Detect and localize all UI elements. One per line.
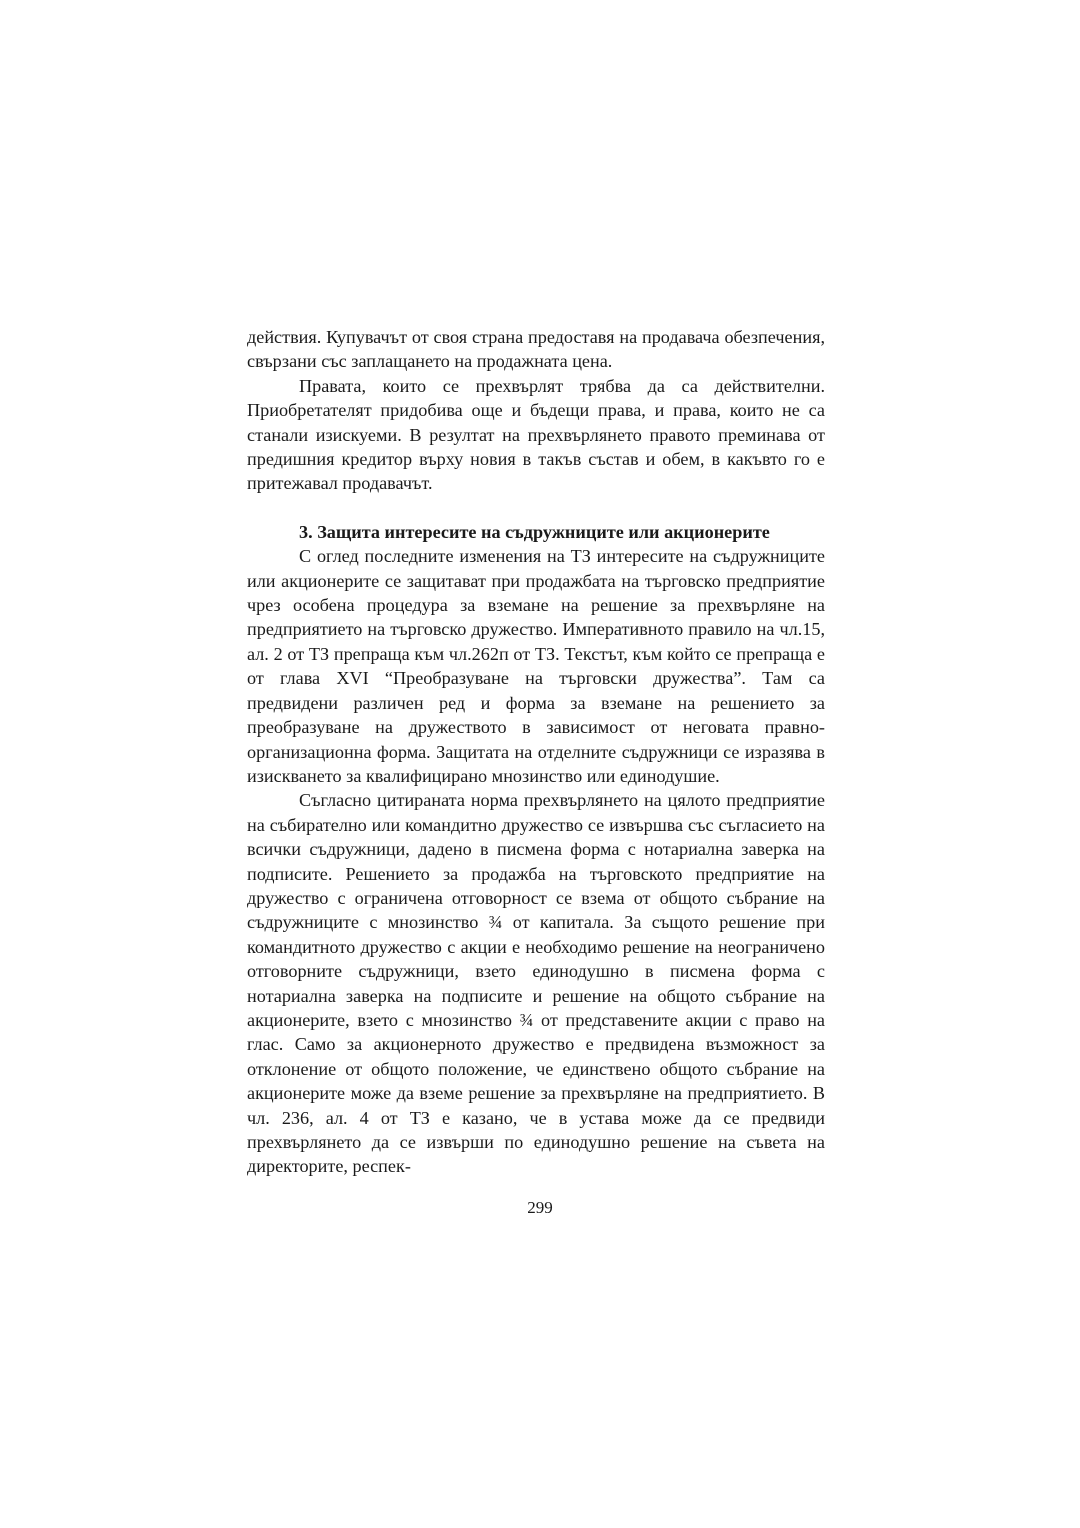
section-heading: 3. Защита интересите на съдружниците или акционерите bbox=[299, 521, 770, 542]
page-number: 299 bbox=[527, 1198, 553, 1217]
paragraph: Съгласно цитираната норма прехвърлянето на цялото предприятие на събирателно или командитно дружество се извършва със съгласието на всички съдружници, дадено в писмена форма с нотариална заверка на подписите. Решението за продажба на търговското предприятие на дружество с ограничена отговорност се взема от общото събрание на съдружниците с мнозинство ¾ от капитала. За същото решение при командитното дружество с акции е необходимо решение на неограничено отговорните съдружници, взето единодушно в писмена форма с нотариална заверка на подписите и решение на общото събрание на акционерите, взето с мнозинство ¾ от представените акции с право на глас. Само за акционерното дружество е предвидена възможност за отклонение от общото положение, че единствено общото събрание на акционерите може да вземе решение за прехвърляне на предприятието. В чл. 236, ал. 4 от ТЗ е казано, че в устава може да се предвиди прехвърлянето да се извърши по единодушно решение на съвета на директорите, респек- bbox=[247, 790, 825, 1177]
paragraph: действия. Купувачът от своя страна предоставя на продавача обезпечения, свързани със заплащането на продажната цена. bbox=[247, 327, 825, 372]
page-text-block bbox=[247, 325, 825, 1179]
paragraph: Правата, които се прехвърлят трябва да са действителни. Приобретателят придобива още и бъдещи права, и права, които не са станали изискуеми. В резултат на прехвърлянето правото преминава от предишния кредитор върху новия в такъв състав и обем, в какъвто го е притежавал продавачът. bbox=[247, 375, 825, 494]
paragraph: С оглед последните изменения на ТЗ интересите на съдружниците или акционерите се защитават при продажбата на търговско предприятие чрез особена процедура за вземане на решение за прехвърляне на предприятието на търговско дружество. Императивното правило на чл.15, ал. 2 от ТЗ препраща към чл.262п от ТЗ. Текстът, към който се препраща е от глава XVI “Преобразуване на търговски дружества”. Там са предвидени различен ред и форма за вземане на решението за преобразуване на дружеството в зависимост от неговата правно-организационна форма. Защитата на отделните съдружници се изразява в изискването за квалифицирано мнозинство или единодушие. bbox=[247, 546, 825, 786]
